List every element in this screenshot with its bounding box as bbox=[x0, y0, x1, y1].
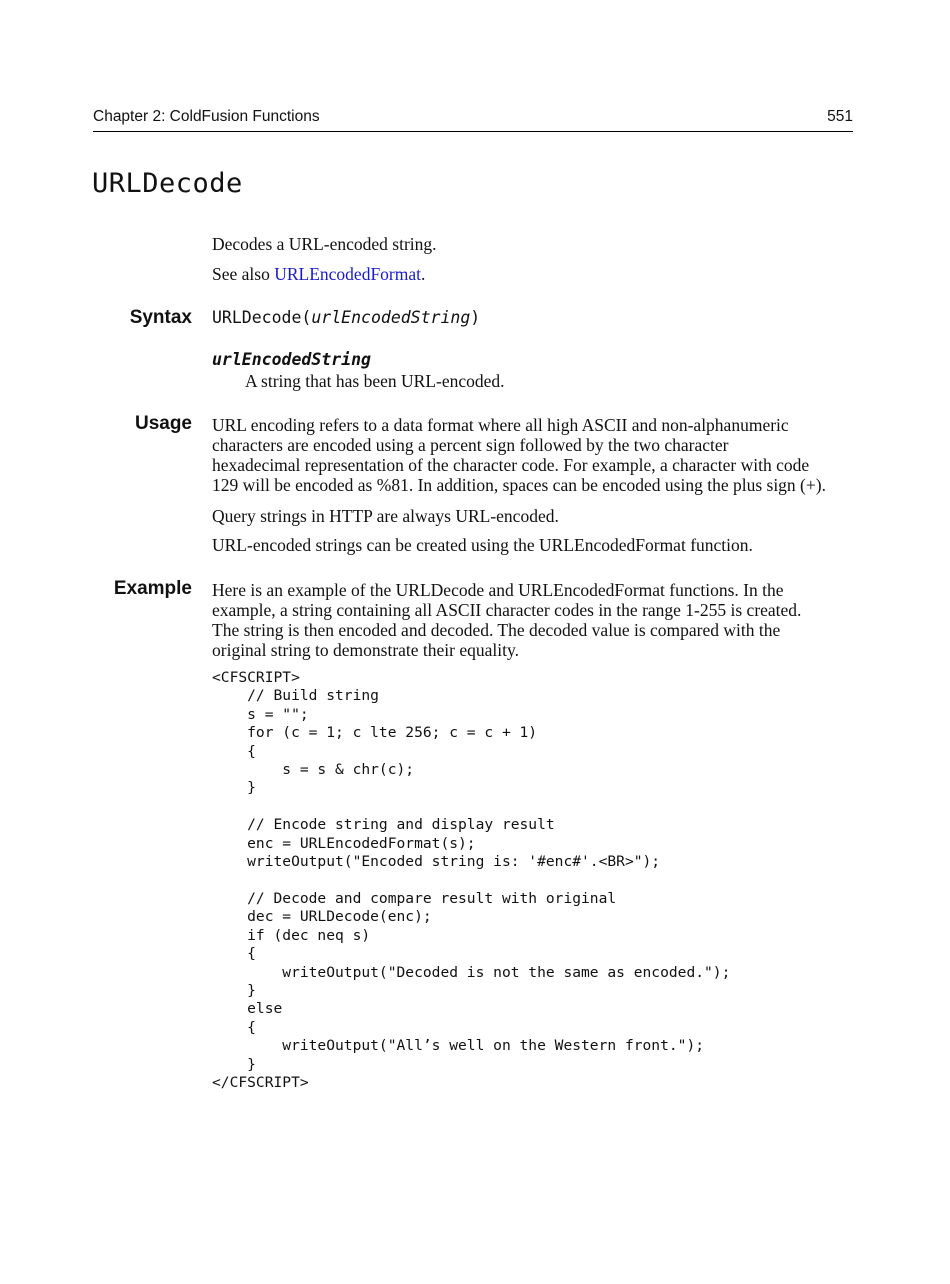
syntax-label: Syntax bbox=[129, 307, 192, 328]
param-description: A string that has been URL-encoded. bbox=[245, 371, 505, 391]
example-paragraph bbox=[212, 580, 862, 660]
page-number: 551 bbox=[827, 108, 853, 125]
example-line: example, a string containing all ASCII character codes in the range 1-255 is created. bbox=[212, 600, 802, 620]
function-title: URLDecode bbox=[92, 168, 243, 199]
see-also-prefix: See also bbox=[212, 264, 275, 284]
usage-paragraph-3: URL-encoded strings can be created using the URLEncodedFormat function. bbox=[212, 535, 753, 555]
urlencodedformat-link[interactable]: URLEncodedFormat bbox=[274, 264, 421, 284]
chapter-title: Chapter 2: ColdFusion Functions bbox=[93, 108, 320, 125]
usage-paragraph-2: Query strings in HTTP are always URL-encoded. bbox=[212, 506, 559, 526]
usage-line: hexadecimal representation of the character code. For example, a character with code bbox=[212, 455, 810, 475]
see-also-suffix: . bbox=[421, 264, 426, 284]
usage-label: Usage bbox=[134, 413, 192, 434]
example-line: The string is then encoded and decoded. The decoded value is compared with the bbox=[212, 620, 781, 640]
param-name: urlEncodedString bbox=[212, 350, 371, 369]
syntax-close: ) bbox=[470, 308, 481, 327]
page-header bbox=[93, 107, 853, 132]
code-example: <CFSCRIPT> // Build string s = ""; for (c = 1; c lte 256; c = c + 1) { s = s & chr(c); } // Encode string and display result enc = URLEncodedFormat(s); writeOutput("Encoded string is: '#enc#'.<BR>"); // Decode and compare result with original dec = URLDecode(enc); if (dec neq s) { writeOutput("Decoded is not the same as encoded."); } else { writeOutput("All’s well on the Western front."); } </CFSCRIPT> bbox=[212, 669, 731, 1091]
syntax-signature bbox=[212, 308, 862, 327]
usage-paragraph bbox=[212, 415, 862, 495]
description: Decodes a URL-encoded string. bbox=[212, 234, 437, 254]
example-line: original string to demonstrate their equality. bbox=[212, 640, 519, 660]
example-line: Here is an example of the URLDecode and URLEncodedFormat functions. In the bbox=[212, 580, 784, 600]
syntax-param: urlEncodedString bbox=[311, 308, 471, 327]
usage-line: URL encoding refers to a data format where all high ASCII and non-alphanumeric bbox=[212, 415, 789, 435]
example-label: Example bbox=[113, 578, 192, 599]
usage-line: characters are encoded using a percent sign followed by the two character bbox=[212, 435, 729, 455]
see-also bbox=[212, 264, 862, 284]
usage-line: 129 will be encoded as %81. In addition, spaces can be encoded using the plus sign (+). bbox=[212, 475, 826, 495]
syntax-function: URLDecode( bbox=[212, 308, 312, 327]
